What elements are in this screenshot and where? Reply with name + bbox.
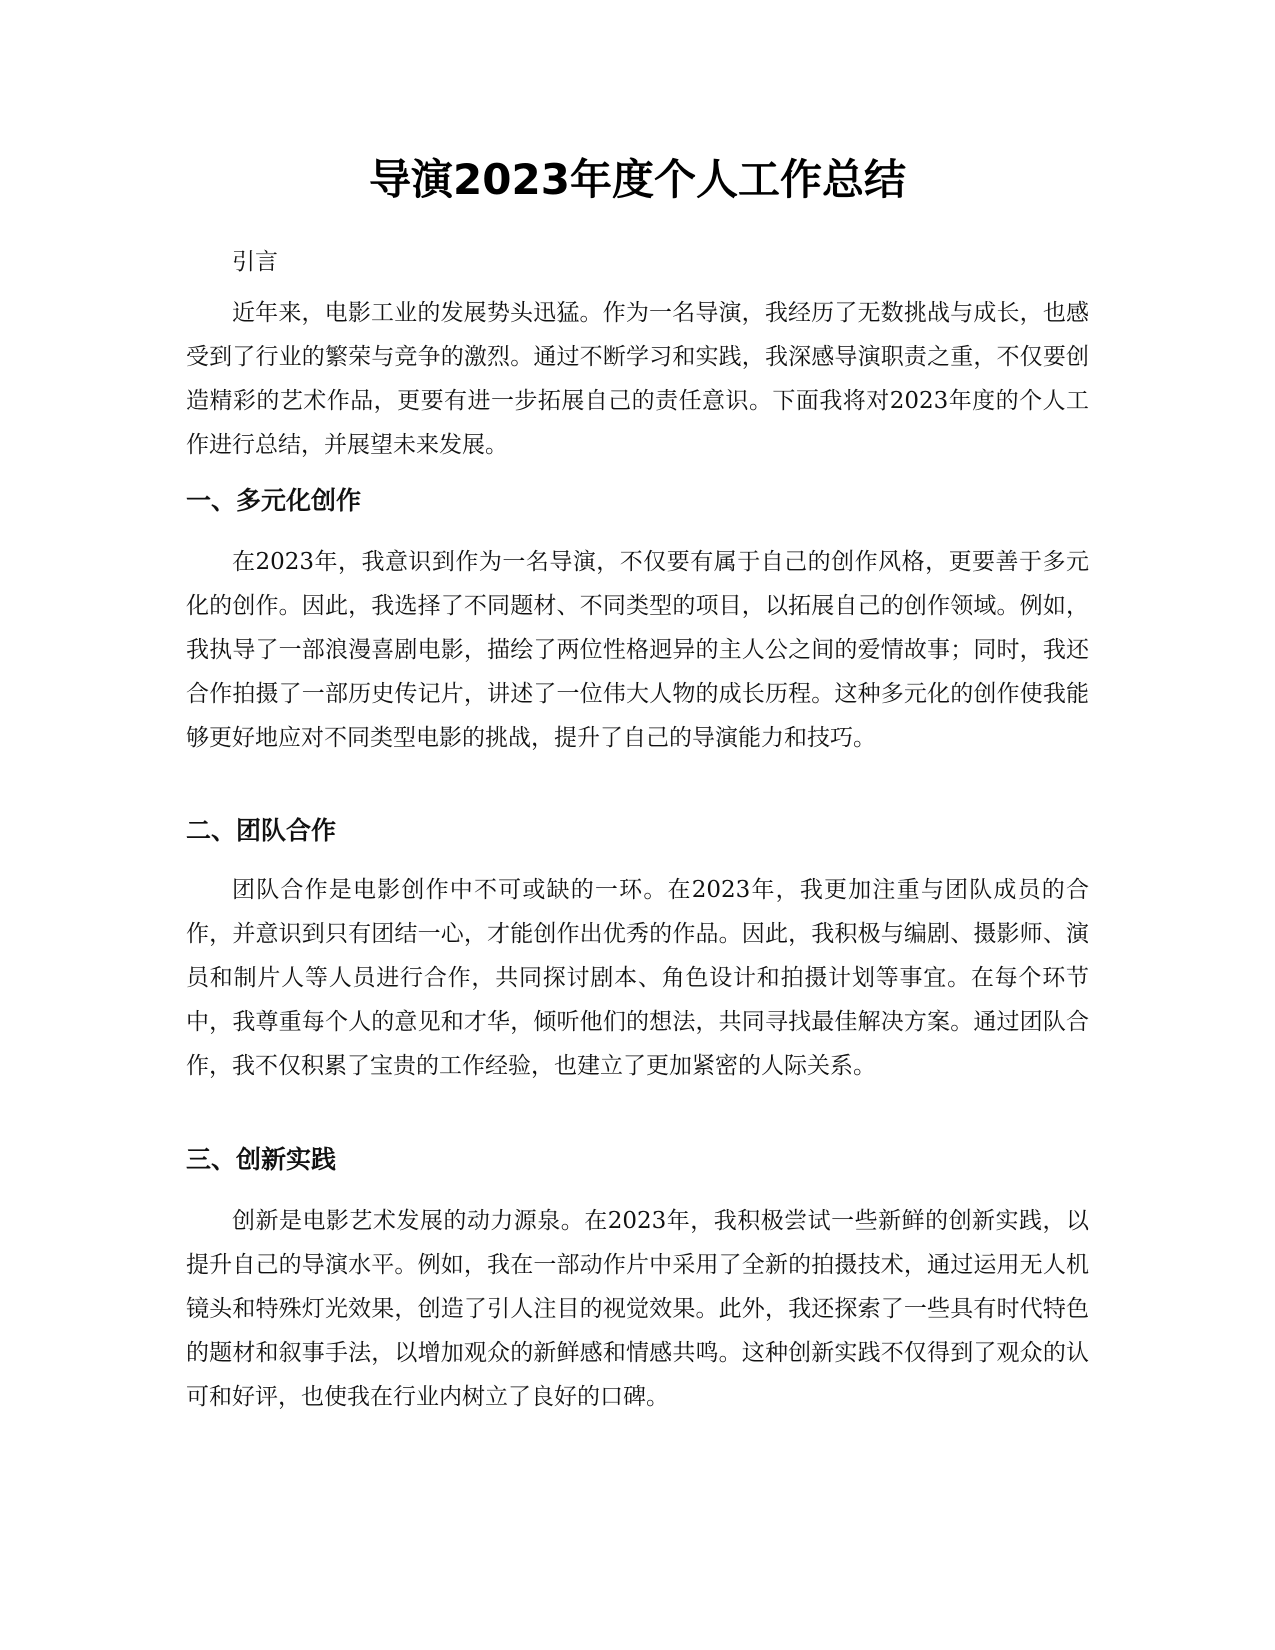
section-heading-teamwork: 二、团队合作 [186, 816, 337, 845]
intro-label: 引言 [232, 249, 278, 275]
section-paragraph-teamwork: 团队合作是电影创作中不可或缺的一环。在2023年，我更加注重与团队成员的合作，并意识到只有团结一心，才能创作出优秀的作品。因此，我积极与编剧、摄影师、演员和制片人等人员进行合作，共同探讨剧本、角色设计和拍摄计划等事宜。在每个环节中，我尊重每个人的意见和才华，倾听他们的想法，共同寻找最佳解决方案。通过团队合作，我不仅积累了宝贵的工作经验，也建立了更加紧密的人际关系。 [186, 877, 1089, 1079]
section-paragraph-innovation: 创新是电影艺术发展的动力源泉。在2023年，我积极尝试一些新鲜的创新实践，以提升自己的导演水平。例如，我在一部动作片中采用了全新的拍摄技术，通过运用无人机镜头和特殊灯光效果，创造了引人注目的视觉效果。此外，我还探索了一些具有时代特色的题材和叙事手法，以增加观众的新鲜感和情感共鸣。这种创新实践不仅得到了观众的认可和好评，也使我在行业内树立了良好的口碑。 [186, 1208, 1089, 1410]
section-heading-innovation: 三、创新实践 [186, 1145, 337, 1174]
document-title: 导演2023年度个人工作总结 [369, 155, 906, 204]
section-paragraph-diversified-creation: 在2023年，我意识到作为一名导演，不仅要有属于自己的创作风格，更要善于多元化的创作。因此，我选择了不同题材、不同类型的项目，以拓展自己的创作领域。例如，我执导了一部浪漫喜剧电影，描绘了两位性格迥异的主人公之间的爱情故事；同时，我还合作拍摄了一部历史传记片，讲述了一位伟大人物的成长历程。这种多元化的创作使我能够更好地应对不同类型电影的挑战，提升了自己的导演能力和技巧。 [186, 549, 1089, 751]
section-heading-diversified-creation: 一、多元化创作 [186, 486, 362, 515]
intro-paragraph: 近年来，电影工业的发展势头迅猛。作为一名导演，我经历了无数挑战与成长，也感受到了行业的繁荣与竞争的激烈。通过不断学习和实践，我深感导演职责之重，不仅要创造精彩的艺术作品，更要有进一步拓展自己的责任意识。下面我将对2023年度的个人工作进行总结，并展望未来发展。 [186, 300, 1089, 458]
